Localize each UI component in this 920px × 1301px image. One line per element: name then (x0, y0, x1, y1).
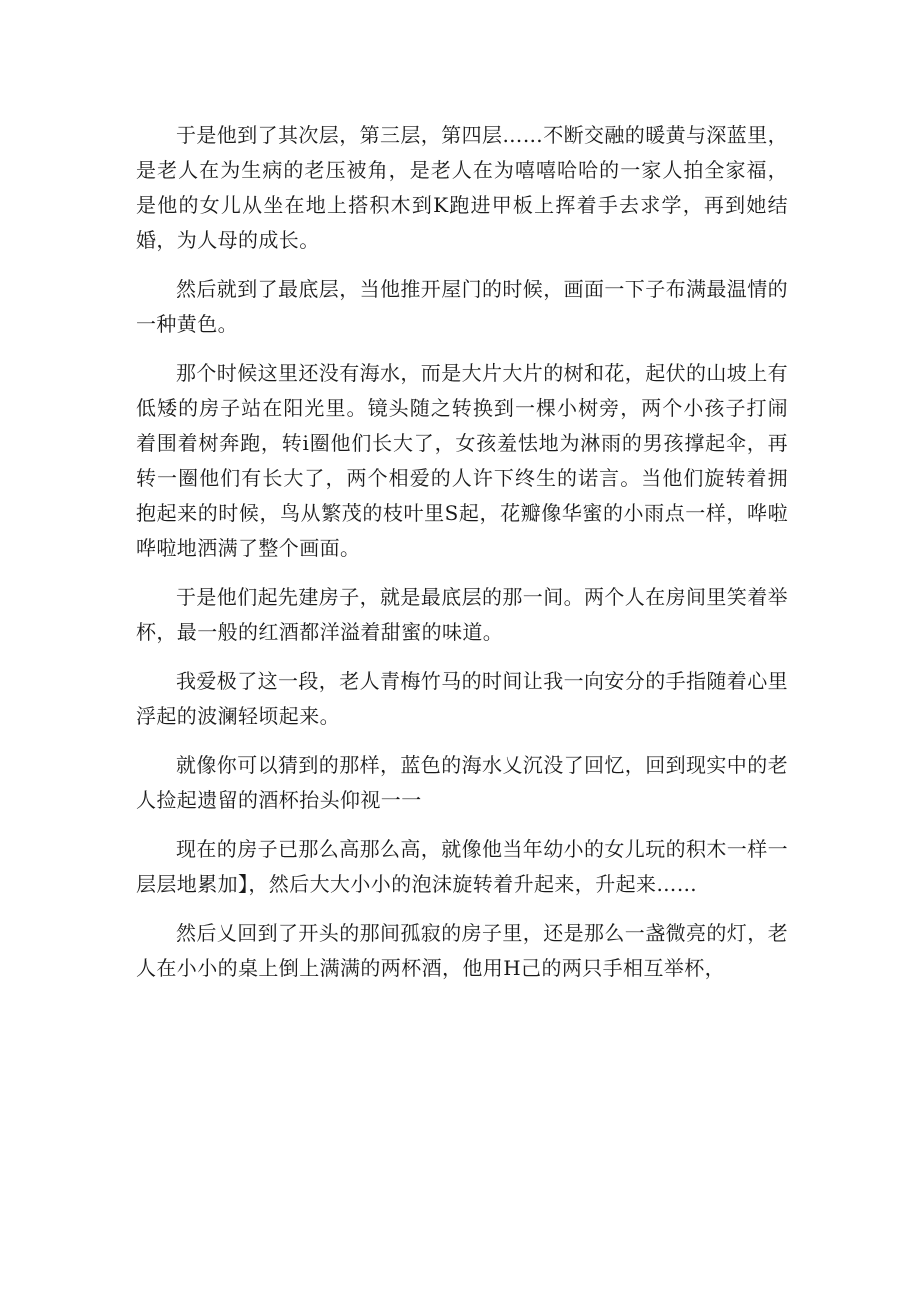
paragraph-8: 然后乂回到了开头的那间孤寂的房子里，还是那么一盏微亮的灯，老人在小小的桌上倒上满满的两杯酒，他用H己的两只手相互举杯， (136, 921, 788, 980)
paragraph-6: 就像你可以猜到的那样，蓝色的海水乂沉没了回忆，回到现实中的老人捡起遗留的酒杯抬头仰视一一 (136, 753, 788, 812)
paragraph-5: 我爱极了这一段，老人青梅竹马的时间让我一向安分的手指随着心里浮起的波澜轻顷起来。 (136, 669, 788, 728)
document-body (136, 118, 788, 1000)
paragraph-1: 于是他到了其次层，第三层，第四层……不断交融的暖黄与深蓝里，是老人在为生病的老压被角，是老人在为嘻嘻哈哈的一家人拍全家福，是他的女儿从坐在地上搭积木到K跑进甲板上挥着手去求学，再到她结婚，为人母的成长。 (136, 123, 788, 252)
paragraph-7: 现在的房子已那么高那么高，就像他当年幼小的女儿玩的积木一样一层层地累加】，然后大大小小的泡沫旋转着升起来，升起来…… (136, 837, 788, 896)
paragraph-2: 然后就到了最底层，当他推开屋门的时候，画面一下子布满最温情的一种黄色。 (136, 277, 788, 336)
paragraph-4: 于是他们起先建房子，就是最底层的那一间。两个人在房间里笑着举杯，最一般的红酒都洋溢着甜蜜的味道。 (136, 585, 788, 644)
paragraph-3: 那个时候这里还没有海水，而是大片大片的树和花，起伏的山坡上有低矮的房子站在阳光里。镜头随之转换到一棵小树旁，两个小孩子打闹着围着树奔跑，转i圈他们长大了，女孩羞怯地为淋雨的男孩撑起伞，再转一圈他们有长大了，两个相爱的人许下终生的诺言。当他们旋转着拥抱起来的时候，鸟从繁茂的枝叶里S起，花瓣像华蜜的小雨点一样，哗啦哗啦地洒满了整个画面。 (136, 361, 788, 560)
